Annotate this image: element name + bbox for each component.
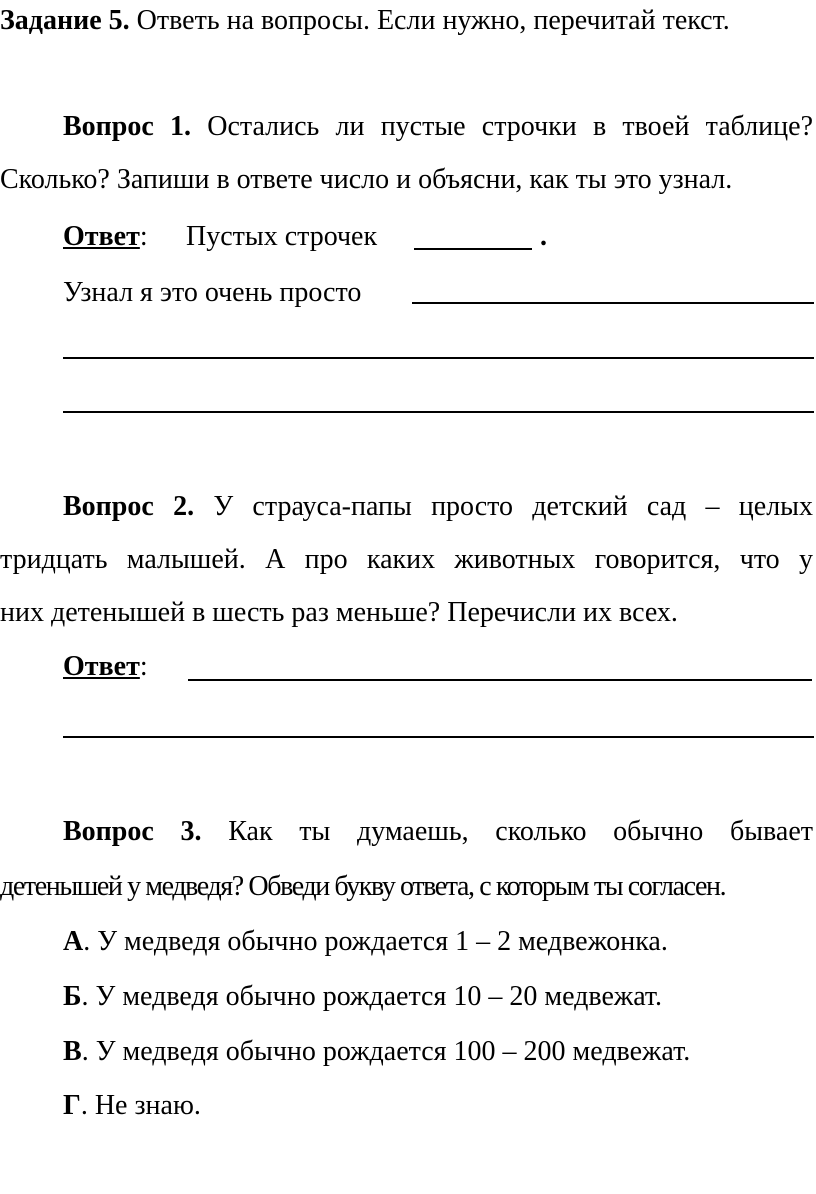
q3-option-b-letter[interactable]: Б [63, 981, 82, 1012]
q1-line1 [63, 110, 813, 144]
q1-empty-rows [186, 220, 377, 254]
q3-option-b-text: . У медведя обычно рождается 10 – 20 медвежат. [81, 981, 663, 1012]
q2-text-3: них детенышей в шесть раз меньше? Перечисли их всех. [0, 597, 678, 628]
q3-option-a[interactable] [63, 925, 668, 959]
q1-answer-row: Ответ: [63, 221, 148, 252]
q3-option-c-text: . У медведя обычно рождается 100 – 200 медвежат. [81, 1036, 691, 1067]
q2-line3 [0, 596, 678, 630]
q3-text-1: Как ты думаешь, сколько обычно бывает [228, 816, 813, 847]
q2-text-1: У страуса-папы просто детский сад – целых [213, 491, 813, 522]
q1-explain-blank-3[interactable] [63, 411, 814, 413]
q3-option-d-letter[interactable]: Г [63, 1090, 81, 1121]
q2-line2 [0, 543, 813, 577]
q2-answer-row: Ответ: [63, 651, 148, 682]
q1-explain-blank-1[interactable] [412, 302, 814, 304]
q2-answer-blank-1[interactable] [188, 679, 812, 681]
task-header [0, 4, 730, 38]
task-instruction: Ответь на вопросы. Если нужно, перечитай текст. [129, 5, 730, 36]
q2-answer-blank-2[interactable] [63, 736, 814, 738]
q2-text-2: тридцать малышей. А про каких животных говорится, что у [0, 544, 813, 575]
q3-option-a-letter[interactable]: А [63, 926, 84, 957]
q3-text-2: детенышей у медведя? Обведи букву ответа, с которым ты согласен. [0, 871, 726, 902]
q3-option-c-letter[interactable]: В [63, 1036, 82, 1067]
q3-option-c[interactable] [63, 1035, 690, 1069]
q1-answer-label: Ответ [63, 221, 140, 252]
q3-option-a-text: . У медведя обычно рождается 1 – 2 медвежонка. [83, 926, 668, 957]
q2-answer-label: Ответ [63, 651, 140, 682]
q1-explain-row [63, 276, 361, 310]
q1-count-blank[interactable] [414, 226, 532, 250]
q3-option-b[interactable] [63, 980, 662, 1014]
q3-line1 [63, 815, 813, 849]
q1-line2 [0, 163, 732, 197]
q1-explain-blank-2[interactable] [63, 357, 814, 359]
q3-line2 [0, 870, 725, 904]
q1-empty-rows-text: Пустых строчек [186, 221, 378, 252]
q2-line1 [63, 490, 813, 524]
q1-text-1: Остались ли пустые строчки в твоей таблице? [207, 111, 813, 142]
q3-label: Вопрос 3. [63, 816, 202, 847]
q3-option-d[interactable] [63, 1089, 201, 1123]
q1-text-2: Сколько? Запиши в ответе число и объясни, как ты это узнал. [0, 164, 733, 195]
q3-option-d-text: . Не знаю. [80, 1090, 201, 1121]
q1-explain-text: Узнал я это очень просто [63, 277, 362, 308]
q2-label: Вопрос 2. [63, 491, 195, 522]
task-label: Задание 5. [0, 5, 130, 36]
q1-period: . [540, 221, 547, 252]
q1-label: Вопрос 1. [63, 111, 192, 142]
